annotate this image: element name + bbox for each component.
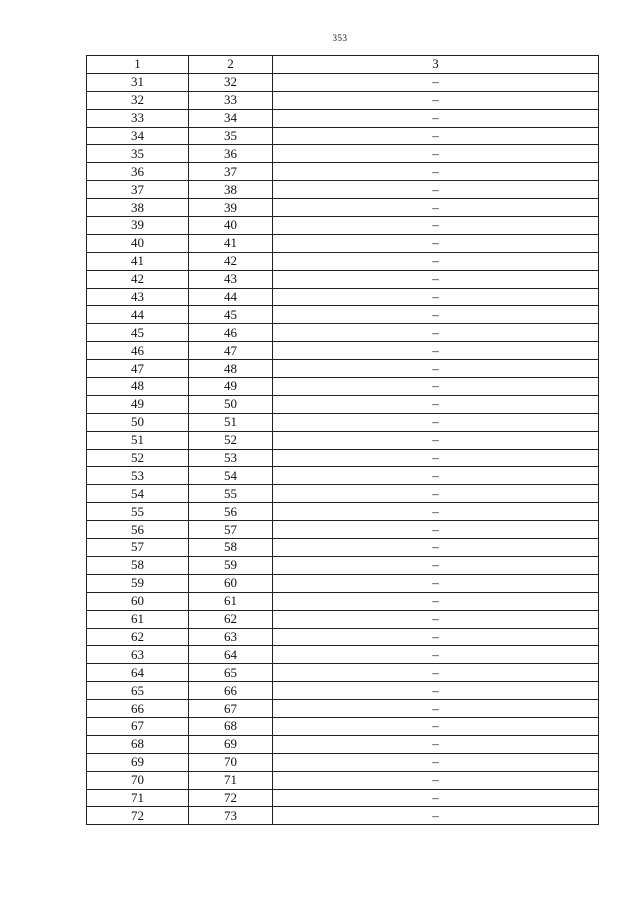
- table-row: [87, 73, 599, 91]
- table-row: [87, 521, 599, 539]
- table-cell-col-3: –: [273, 700, 599, 718]
- table-cell-col-1: 71: [87, 789, 189, 807]
- table-cell-col-2: 60: [189, 574, 273, 592]
- table-cell-col-3: –: [273, 771, 599, 789]
- table-cell-col-1: 35: [87, 145, 189, 163]
- table-row: [87, 324, 599, 342]
- table-cell-col-3: –: [273, 753, 599, 771]
- table-cell-col-2: 50: [189, 395, 273, 413]
- column-header-1: 1: [87, 56, 189, 74]
- table-row: [87, 467, 599, 485]
- table-row: [87, 574, 599, 592]
- table-cell-col-1: 31: [87, 73, 189, 91]
- table-cell-col-1: 34: [87, 127, 189, 145]
- data-table: [86, 55, 599, 825]
- table-cell-col-1: 44: [87, 306, 189, 324]
- table-cell-col-3: –: [273, 342, 599, 360]
- table-cell-col-1: 51: [87, 431, 189, 449]
- table-cell-col-2: 39: [189, 199, 273, 217]
- table-cell-col-3: –: [273, 163, 599, 181]
- table-cell-col-2: 36: [189, 145, 273, 163]
- table-row: [87, 306, 599, 324]
- table-cell-col-3: –: [273, 646, 599, 664]
- table-cell-col-1: 64: [87, 664, 189, 682]
- table-body: [87, 73, 599, 824]
- column-header-2: 2: [189, 56, 273, 74]
- table-cell-col-2: 62: [189, 610, 273, 628]
- table-row: [87, 145, 599, 163]
- table-cell-col-1: 68: [87, 735, 189, 753]
- table-cell-col-2: 54: [189, 467, 273, 485]
- table-cell-col-3: –: [273, 378, 599, 396]
- table-cell-col-2: 56: [189, 503, 273, 521]
- table-row: [87, 789, 599, 807]
- table-cell-col-3: –: [273, 539, 599, 557]
- table-cell-col-3: –: [273, 73, 599, 91]
- table-row: [87, 342, 599, 360]
- table-cell-col-2: 44: [189, 288, 273, 306]
- table-cell-col-2: 58: [189, 539, 273, 557]
- table-cell-col-2: 38: [189, 181, 273, 199]
- table-cell-col-1: 60: [87, 592, 189, 610]
- table-cell-col-3: –: [273, 199, 599, 217]
- table-cell-col-2: 45: [189, 306, 273, 324]
- table-cell-col-3: –: [273, 395, 599, 413]
- table-row: [87, 288, 599, 306]
- page-number: 353: [332, 33, 348, 43]
- table-row: [87, 735, 599, 753]
- table-cell-col-2: 65: [189, 664, 273, 682]
- table-cell-col-3: –: [273, 270, 599, 288]
- table-cell-col-2: 40: [189, 217, 273, 235]
- table-cell-col-1: 32: [87, 91, 189, 109]
- table-cell-col-3: –: [273, 181, 599, 199]
- table-cell-col-2: 69: [189, 735, 273, 753]
- table-cell-col-2: 57: [189, 521, 273, 539]
- table-cell-col-1: 54: [87, 485, 189, 503]
- table-cell-col-1: 33: [87, 109, 189, 127]
- table-row: [87, 360, 599, 378]
- table-cell-col-1: 37: [87, 181, 189, 199]
- table-cell-col-2: 67: [189, 700, 273, 718]
- table-cell-col-2: 64: [189, 646, 273, 664]
- table-cell-col-3: –: [273, 413, 599, 431]
- table-cell-col-1: 63: [87, 646, 189, 664]
- table-row: [87, 646, 599, 664]
- table-cell-col-2: 43: [189, 270, 273, 288]
- table-cell-col-3: –: [273, 628, 599, 646]
- table-cell-col-1: 58: [87, 556, 189, 574]
- table-cell-col-1: 48: [87, 378, 189, 396]
- table-cell-col-3: –: [273, 592, 599, 610]
- table-cell-col-2: 51: [189, 413, 273, 431]
- table-cell-col-2: 47: [189, 342, 273, 360]
- table-cell-col-3: –: [273, 467, 599, 485]
- table-cell-col-2: 72: [189, 789, 273, 807]
- table-row: [87, 753, 599, 771]
- table-cell-col-1: 61: [87, 610, 189, 628]
- table-cell-col-3: –: [273, 91, 599, 109]
- column-header-3: 3: [273, 56, 599, 74]
- table-cell-col-1: 67: [87, 717, 189, 735]
- table-row: [87, 181, 599, 199]
- table-cell-col-1: 41: [87, 252, 189, 270]
- table-cell-col-3: –: [273, 807, 599, 825]
- table-cell-col-1: 50: [87, 413, 189, 431]
- table-row: [87, 664, 599, 682]
- table-cell-col-1: 57: [87, 539, 189, 557]
- table-cell-col-3: –: [273, 521, 599, 539]
- table-row: [87, 539, 599, 557]
- table-cell-col-1: 56: [87, 521, 189, 539]
- table-cell-col-3: –: [273, 574, 599, 592]
- table-cell-col-1: 72: [87, 807, 189, 825]
- table-row: [87, 234, 599, 252]
- table-cell-col-1: 38: [87, 199, 189, 217]
- table-cell-col-1: 55: [87, 503, 189, 521]
- table-cell-col-2: 34: [189, 109, 273, 127]
- table-row: [87, 717, 599, 735]
- table-cell-col-2: 63: [189, 628, 273, 646]
- table-cell-col-1: 62: [87, 628, 189, 646]
- table-row: [87, 395, 599, 413]
- table-cell-col-3: –: [273, 485, 599, 503]
- table-cell-col-1: 43: [87, 288, 189, 306]
- table-row: [87, 431, 599, 449]
- table-cell-col-1: 46: [87, 342, 189, 360]
- table-cell-col-2: 49: [189, 378, 273, 396]
- table-cell-col-2: 66: [189, 682, 273, 700]
- table-cell-col-2: 33: [189, 91, 273, 109]
- table-cell-col-2: 73: [189, 807, 273, 825]
- table-row: [87, 449, 599, 467]
- table-cell-col-2: 71: [189, 771, 273, 789]
- table-row: [87, 503, 599, 521]
- table-cell-col-3: –: [273, 145, 599, 163]
- table-row: [87, 628, 599, 646]
- header-row: [87, 56, 599, 74]
- table-cell-col-2: 70: [189, 753, 273, 771]
- table-cell-col-2: 41: [189, 234, 273, 252]
- table-cell-col-3: –: [273, 556, 599, 574]
- table-row: [87, 771, 599, 789]
- table-cell-col-1: 70: [87, 771, 189, 789]
- table-row: [87, 199, 599, 217]
- table-cell-col-3: –: [273, 324, 599, 342]
- table-cell-col-2: 46: [189, 324, 273, 342]
- table-cell-col-1: 40: [87, 234, 189, 252]
- table-cell-col-3: –: [273, 449, 599, 467]
- table-cell-col-3: –: [273, 252, 599, 270]
- table-row: [87, 485, 599, 503]
- table-cell-col-3: –: [273, 288, 599, 306]
- table-cell-col-3: –: [273, 735, 599, 753]
- table-row: [87, 682, 599, 700]
- table-cell-col-3: –: [273, 127, 599, 145]
- table-cell-col-3: –: [273, 360, 599, 378]
- table-cell-col-3: –: [273, 664, 599, 682]
- table-cell-col-1: 52: [87, 449, 189, 467]
- table-cell-col-1: 39: [87, 217, 189, 235]
- table-header: [87, 56, 599, 74]
- table-cell-col-3: –: [273, 682, 599, 700]
- table-cell-col-2: 55: [189, 485, 273, 503]
- table-row: [87, 217, 599, 235]
- table-cell-col-2: 37: [189, 163, 273, 181]
- table-row: [87, 592, 599, 610]
- table-row: [87, 109, 599, 127]
- table-row: [87, 270, 599, 288]
- table-cell-col-2: 32: [189, 73, 273, 91]
- table-cell-col-1: 65: [87, 682, 189, 700]
- table-row: [87, 413, 599, 431]
- table-cell-col-2: 35: [189, 127, 273, 145]
- table-cell-col-3: –: [273, 109, 599, 127]
- table-row: [87, 127, 599, 145]
- table-row: [87, 700, 599, 718]
- table-cell-col-2: 48: [189, 360, 273, 378]
- table-cell-col-1: 59: [87, 574, 189, 592]
- table-row: [87, 378, 599, 396]
- table-cell-col-2: 42: [189, 252, 273, 270]
- table-cell-col-3: –: [273, 431, 599, 449]
- table-row: [87, 807, 599, 825]
- table-cell-col-3: –: [273, 234, 599, 252]
- table-cell-col-3: –: [273, 217, 599, 235]
- table-row: [87, 163, 599, 181]
- table-cell-col-1: 45: [87, 324, 189, 342]
- table-row: [87, 556, 599, 574]
- table-cell-col-1: 42: [87, 270, 189, 288]
- table-cell-col-1: 36: [87, 163, 189, 181]
- table-cell-col-1: 69: [87, 753, 189, 771]
- table-cell-col-1: 49: [87, 395, 189, 413]
- table-cell-col-2: 68: [189, 717, 273, 735]
- table-cell-col-3: –: [273, 306, 599, 324]
- table-cell-col-3: –: [273, 503, 599, 521]
- table-cell-col-3: –: [273, 610, 599, 628]
- table-cell-col-2: 59: [189, 556, 273, 574]
- table-cell-col-2: 61: [189, 592, 273, 610]
- table-cell-col-1: 47: [87, 360, 189, 378]
- table-cell-col-3: –: [273, 717, 599, 735]
- table-row: [87, 91, 599, 109]
- table-row: [87, 610, 599, 628]
- table-cell-col-2: 53: [189, 449, 273, 467]
- table-cell-col-3: –: [273, 789, 599, 807]
- table-row: [87, 252, 599, 270]
- table-cell-col-2: 52: [189, 431, 273, 449]
- table-cell-col-1: 66: [87, 700, 189, 718]
- table-cell-col-1: 53: [87, 467, 189, 485]
